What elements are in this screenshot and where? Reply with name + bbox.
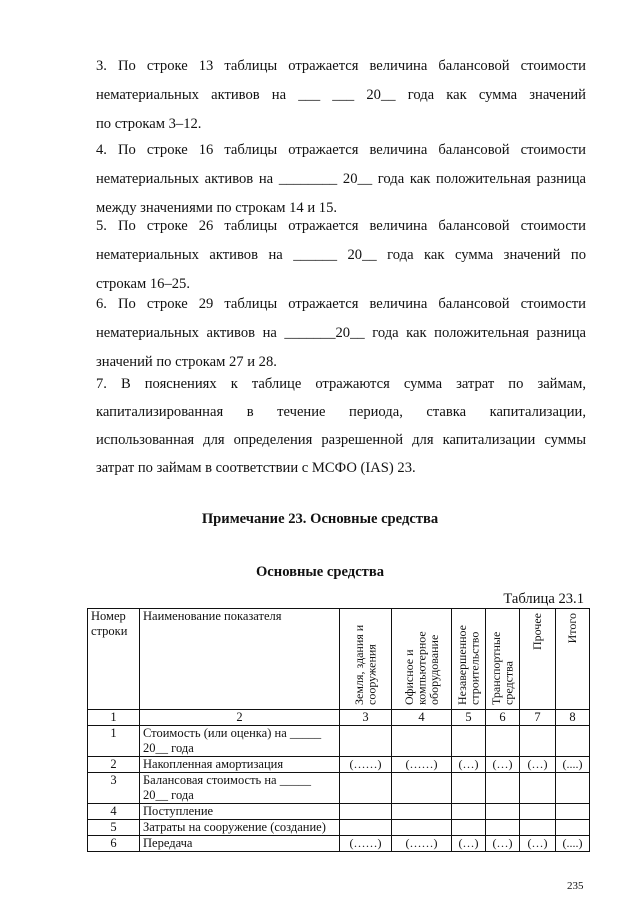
value-cell xyxy=(556,726,590,757)
note-heading: Примечание 23. Основные средства xyxy=(201,511,439,527)
column-number: 8 xyxy=(556,710,590,726)
paragraph-line: затрат по займам в соответствии с МСФО (IAS) 23. xyxy=(96,460,416,476)
value-cell: (....) xyxy=(556,757,590,773)
paragraph-line: нематериальных активов на ______ 20__ года как сумма значений по xyxy=(96,247,586,263)
value-cell xyxy=(452,773,486,804)
table-row xyxy=(88,726,590,757)
value-cell xyxy=(486,804,520,820)
column-number: 1 xyxy=(88,710,140,726)
header-land-buildings xyxy=(340,609,392,710)
paragraph-line: 4. По строке 16 таблицы отражается величина балансовой стоимости xyxy=(96,142,586,158)
column-number: 5 xyxy=(452,710,486,726)
paragraph-line: нематериальных активов на _______20__ года как положительная разница xyxy=(96,325,586,341)
table-row xyxy=(88,804,590,820)
paragraph-line: 3. По строке 13 таблицы отражается величина балансовой стоимости xyxy=(96,58,586,74)
value-cell xyxy=(452,820,486,836)
header-indicator-name: Наименование показателя xyxy=(140,609,340,710)
row-name-line: Стоимость (или оценка) на _____ xyxy=(143,726,322,740)
row-indicator-name xyxy=(140,726,340,757)
column-number-row xyxy=(88,710,590,726)
value-cell xyxy=(486,820,520,836)
column-number: 6 xyxy=(486,710,520,726)
table-row xyxy=(88,836,590,852)
column-number: 4 xyxy=(392,710,452,726)
value-cell xyxy=(520,820,556,836)
value-cell xyxy=(556,820,590,836)
value-cell xyxy=(392,773,452,804)
value-cell xyxy=(520,726,556,757)
paragraph-line: нематериальных активов на ___ ___ 20__ года как сумма значений xyxy=(96,87,586,103)
paragraph-line: 7. В пояснениях к таблице отражаются сумма затрат по займам, xyxy=(96,376,586,392)
row-name-line: Передача xyxy=(143,836,193,850)
header-text: Офисное и компьютерное оборудование xyxy=(401,631,441,705)
table-header-row xyxy=(88,609,590,710)
column-number: 3 xyxy=(340,710,392,726)
value-cell xyxy=(556,773,590,804)
row-number: 5 xyxy=(88,820,140,836)
row-number: 6 xyxy=(88,836,140,852)
value-cell xyxy=(340,773,392,804)
page-number: 235 xyxy=(567,880,584,892)
value-cell: (…) xyxy=(520,757,556,773)
paragraph-line: капитализированная в течение периода, ставка капитализации, xyxy=(96,404,586,420)
header-office-equipment xyxy=(392,609,452,710)
paragraph-line: 5. По строке 26 таблицы отражается величина балансовой стоимости xyxy=(96,218,586,234)
header-other xyxy=(520,609,556,710)
row-indicator-name xyxy=(140,820,340,836)
header-text: Незавершенное строительство xyxy=(454,624,482,705)
value-cell: (……) xyxy=(340,757,392,773)
value-cell: (…) xyxy=(452,836,486,852)
header-total xyxy=(556,609,590,710)
value-cell xyxy=(452,726,486,757)
value-cell xyxy=(520,804,556,820)
header-text: Прочее xyxy=(530,613,545,651)
row-indicator-name xyxy=(140,757,340,773)
row-number: 3 xyxy=(88,773,140,804)
header-text: Транспортные средства xyxy=(488,631,516,705)
value-cell xyxy=(486,726,520,757)
table-caption: Таблица 23.1 xyxy=(503,591,584,607)
paragraph-line: значений по строкам 27 и 28. xyxy=(96,354,277,370)
value-cell: (……) xyxy=(392,757,452,773)
paragraph-line: нематериальных активов на ________ 20__ года как положительная разница xyxy=(96,171,586,187)
row-name-line: Накопленная амортизация xyxy=(143,757,284,771)
row-indicator-name xyxy=(140,836,340,852)
paragraph-line: 6. По строке 29 таблицы отражается величина балансовой стоимости xyxy=(96,296,586,312)
row-name-line: Балансовая стоимость на _____ xyxy=(143,773,311,787)
paragraph-line: строкам 16–25. xyxy=(96,276,190,292)
table-row xyxy=(88,820,590,836)
header-vehicles xyxy=(486,609,520,710)
table-row xyxy=(88,757,590,773)
value-cell xyxy=(520,773,556,804)
row-number: 1 xyxy=(88,726,140,757)
value-cell xyxy=(340,726,392,757)
column-number: 2 xyxy=(140,710,340,726)
value-cell xyxy=(392,804,452,820)
header-text: Земля, здания и сооружения xyxy=(351,624,379,705)
value-cell: (…) xyxy=(486,836,520,852)
row-number: 4 xyxy=(88,804,140,820)
value-cell: (....) xyxy=(556,836,590,852)
table-title: Основные средства xyxy=(255,564,385,580)
value-cell xyxy=(340,804,392,820)
value-cell xyxy=(452,804,486,820)
value-cell: (……) xyxy=(392,836,452,852)
value-cell xyxy=(556,804,590,820)
fixed-assets-table xyxy=(87,608,590,852)
header-text: Итого xyxy=(565,613,580,644)
value-cell xyxy=(340,820,392,836)
row-indicator-name xyxy=(140,804,340,820)
header-row-number: Номер строки xyxy=(88,609,140,710)
row-name-line: 20__ года xyxy=(143,741,194,755)
table-row xyxy=(88,773,590,804)
row-number: 2 xyxy=(88,757,140,773)
row-indicator-name xyxy=(140,773,340,804)
row-name-line: Поступление xyxy=(143,804,214,818)
value-cell: (……) xyxy=(340,836,392,852)
column-number: 7 xyxy=(520,710,556,726)
value-cell: (…) xyxy=(452,757,486,773)
value-cell: (…) xyxy=(486,757,520,773)
value-cell xyxy=(392,820,452,836)
header-construction-in-progress xyxy=(452,609,486,710)
row-name-line: Затраты на сооружение (создание) xyxy=(143,820,326,834)
value-cell xyxy=(392,726,452,757)
paragraph-line: по строкам 3–12. xyxy=(96,116,202,132)
value-cell xyxy=(486,773,520,804)
paragraph-line: использованная для определения разрешенной для капитализации суммы xyxy=(96,432,586,448)
value-cell: (…) xyxy=(520,836,556,852)
paragraph-line: между значениями по строкам 14 и 15. xyxy=(96,200,338,216)
row-name-line: 20__ года xyxy=(143,788,194,802)
